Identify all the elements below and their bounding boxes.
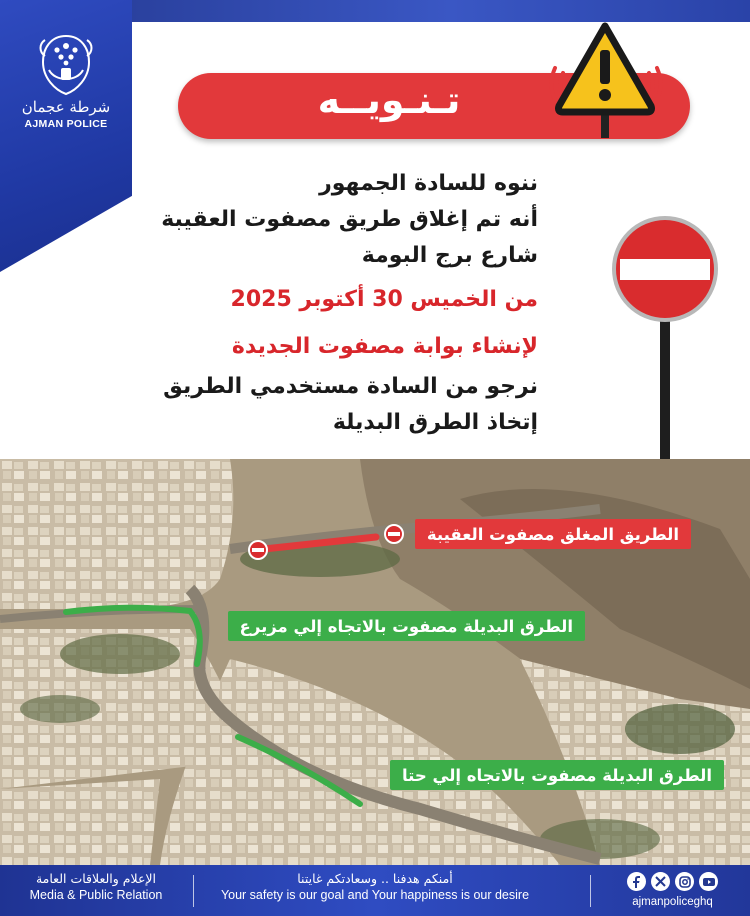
- notice-date: من الخميس 30 أكتوبر 2025: [230, 287, 538, 312]
- facebook-icon[interactable]: [627, 872, 646, 891]
- police-emblem-icon: [35, 30, 97, 100]
- alt-road-label-1: الطرق البديلة مصفوت بالاتجاه إلي مزيرع: [228, 611, 585, 641]
- logo-english-text: AJMAN POLICE: [24, 118, 108, 130]
- banner-title: تـنـويــه: [317, 78, 461, 122]
- footer-divider: [590, 875, 591, 907]
- satellite-map: [0, 459, 750, 865]
- closed-road-label: الطريق المغلق مصفوت العقيبة: [415, 519, 691, 549]
- social-block: [600, 872, 745, 908]
- notice-reason: لإنشاء بوابة مصفوت الجديدة: [231, 334, 538, 359]
- no-entry-sign-icon: [608, 214, 724, 460]
- notice-line-7: إتخاذ الطرق البديلة: [332, 410, 538, 435]
- footer-divider: [193, 875, 194, 907]
- footer: [0, 865, 750, 916]
- notice-line-6: نرجو من السادة مستخدمي الطريق: [163, 374, 538, 399]
- slogan-block: [196, 871, 554, 902]
- logo-arabic-text: شرطة عجمان: [21, 98, 111, 116]
- slogan-english: Your safety is our goal and Your happiness is our desire: [220, 888, 530, 902]
- notice-line-1: ننوه للسادة الجمهور: [319, 171, 538, 196]
- warning-sign-icon: [545, 18, 670, 143]
- ajman-police-logo: [20, 30, 112, 130]
- youtube-icon[interactable]: [699, 872, 718, 891]
- alt-road-label-2: الطرق البديلة مصفوت بالاتجاه إلي حتا: [390, 760, 724, 790]
- instagram-icon[interactable]: [675, 872, 694, 891]
- x-icon[interactable]: [651, 872, 670, 891]
- notice-line-2: أنه تم إغلاق طريق مصفوت العقيبة: [161, 207, 538, 232]
- notice-line-3: شارع برج البومة: [361, 243, 538, 268]
- department-english: Media & Public Relation: [29, 888, 163, 902]
- slogan-arabic: أمنكم هدفنا .. وسعادتكم غايتنا: [297, 871, 453, 886]
- social-handle[interactable]: ajmanpoliceghq: [632, 896, 713, 908]
- department-arabic: الإعلام والعلاقات العامة: [35, 871, 157, 886]
- department-block: [6, 871, 186, 902]
